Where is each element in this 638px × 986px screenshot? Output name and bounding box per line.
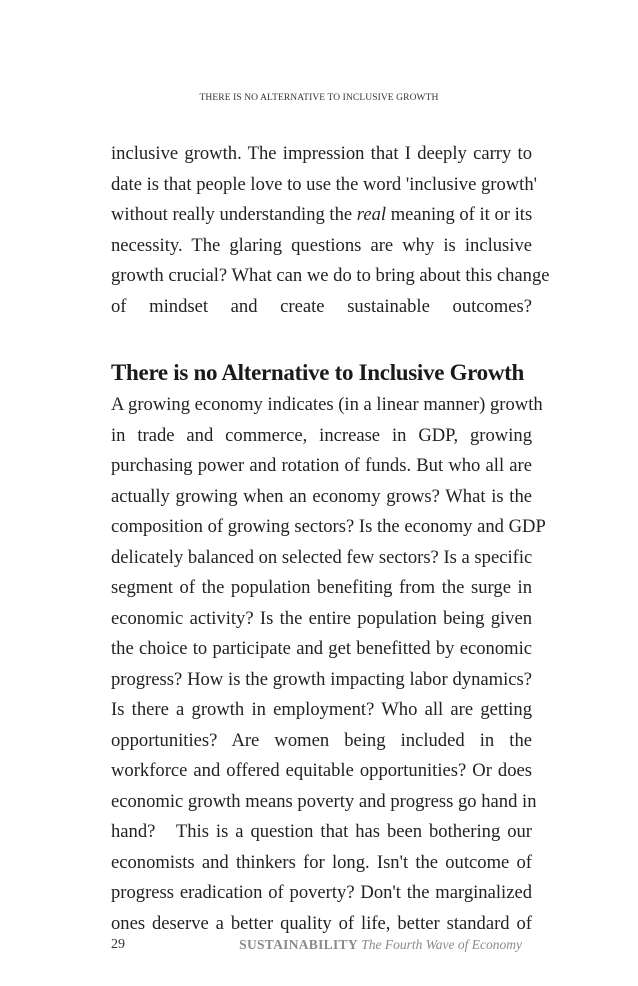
paragraph-line: inclusive growth. The impression that I deeply carry to (111, 143, 532, 164)
paragraph-line: the choice to participate and get benefitted by economic (111, 638, 532, 659)
paragraph-line: necessity. The glaring questions are why is inclusive (111, 234, 532, 256)
paragraph-line: delicately balanced on selected few sectors? Is a specific (111, 546, 533, 568)
paragraph-line: ones deserve a better quality of life, better standard of (111, 912, 532, 934)
text-run: without really understanding the (111, 204, 357, 225)
text-run: meaning of it or its (386, 204, 533, 225)
book-subtitle: The Fourth Wave of Economy (361, 937, 522, 952)
paragraph-line (111, 200, 532, 231)
section-heading: There is no Alternative to Inclusive Growth (111, 360, 525, 385)
paragraph-line: hand? This is a question that has been bothering our (111, 821, 532, 842)
paragraph-line: opportunities? Are women being included in the (111, 729, 532, 751)
paragraph-line: workforce and offered equitable opportunities? Or does (111, 760, 532, 781)
paragraph-line: growth crucial? What can we do to bring about this change (111, 265, 550, 286)
paragraph-line: Is there a growth in employment? Who all are getting (111, 699, 532, 720)
body-paragraph (111, 390, 546, 939)
paragraph-line: actually growing when an economy grows? What is the (111, 485, 532, 507)
paragraph-line: of mindset and create sustainable outcomes? (111, 295, 532, 317)
paragraph-line: date is that people love to use the word 'inclusive growth' (111, 173, 537, 195)
paragraph-line: A growing economy indicates (in a linear manner) growth (111, 394, 543, 415)
page-number: 29 (111, 937, 125, 952)
paragraph-line: in trade and commerce, increase in GDP, growing (111, 424, 532, 446)
page-footer (111, 937, 532, 957)
paragraph-line: economists and thinkers for long. Isn't the outcome of (111, 851, 532, 873)
paragraph-line: purchasing power and rotation of funds. But who all are (111, 455, 532, 476)
paragraph-line: economic growth means poverty and progress go hand in (111, 790, 537, 812)
paragraph-line: composition of growing sectors? Is the economy and GDP (111, 516, 546, 537)
page-content (111, 139, 550, 939)
paragraph-line: economic activity? Is the entire population being given (111, 607, 532, 629)
paragraph-line: progress? How is the growth impacting labor dynamics? (111, 668, 532, 690)
paragraph-line: progress eradication of poverty? Don't the marginalized (111, 882, 532, 903)
book-title (239, 937, 522, 953)
emphasis-text: real (356, 204, 387, 225)
book-title-main: SUSTAINABILITY (239, 937, 358, 952)
intro-paragraph (111, 139, 550, 322)
running-header: THERE IS NO ALTERNATIVE TO INCLUSIVE GROWTH (199, 93, 439, 103)
paragraph-line: segment of the population benefiting from the surge in (111, 577, 532, 598)
